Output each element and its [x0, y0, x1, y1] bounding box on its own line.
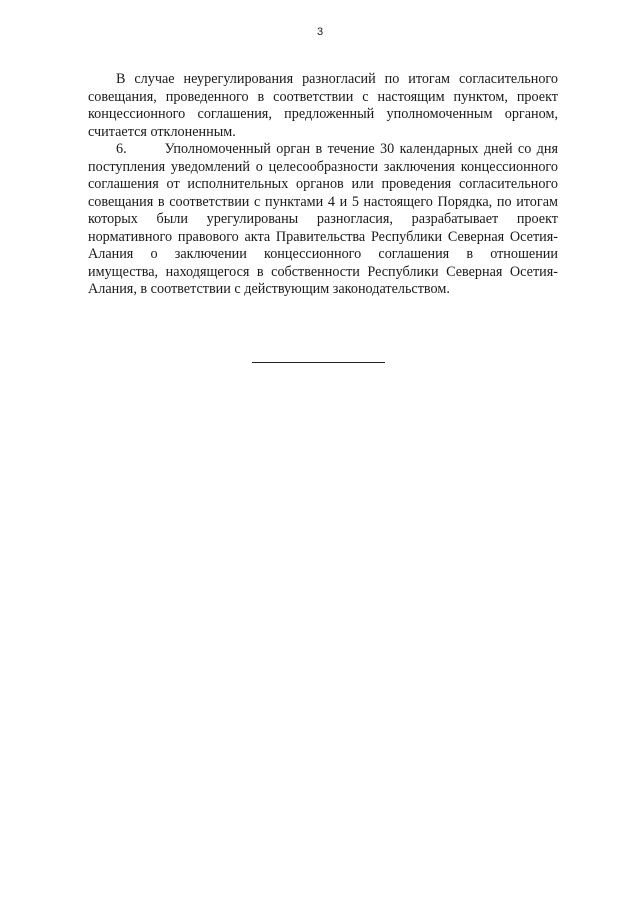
end-divider-line: [252, 362, 385, 363]
text-line: Алания о заключении концессионного соглашения в отношении: [88, 246, 558, 262]
text-line: В случае неурегулирования разногласий по итогам согласительного: [116, 71, 558, 87]
page-number: 3: [316, 26, 324, 38]
text-line: поступления уведомлений о целесообразности заключения концессионного: [88, 158, 558, 175]
document-body: [88, 71, 558, 299]
text-line-numbered: [88, 141, 558, 159]
text-line: совещания, проведенного в соответствии с настоящим пунктом, проект: [88, 88, 558, 105]
text-line: считается отклоненным.: [88, 123, 236, 140]
text-line: имущества, находящегося в собственности Республики Северная Осетия-: [88, 263, 558, 280]
text-line: нормативного правового акта Правительства Республики Северная Осетия-: [88, 228, 558, 245]
text-line: Алания, в соответствии с действующим законодательством.: [88, 281, 450, 297]
text-line: совещания в соответствии с пунктами 4 и 5 настоящего Порядка, по итогам: [88, 193, 558, 210]
paragraph-number: 6.: [116, 141, 127, 157]
text-line: которых были урегулированы разногласия, разрабатывает проект: [88, 211, 558, 227]
text-line: соглашения от исполнительных органов или проведения согласительного: [88, 176, 558, 192]
text-line: концессионного соглашения, предложенный уполномоченным органом,: [88, 106, 558, 122]
paragraph-1: [88, 71, 558, 141]
paragraph-6: [88, 141, 558, 299]
text-line: Уполномоченный орган в течение 30 календарных дней со дня: [164, 141, 558, 157]
